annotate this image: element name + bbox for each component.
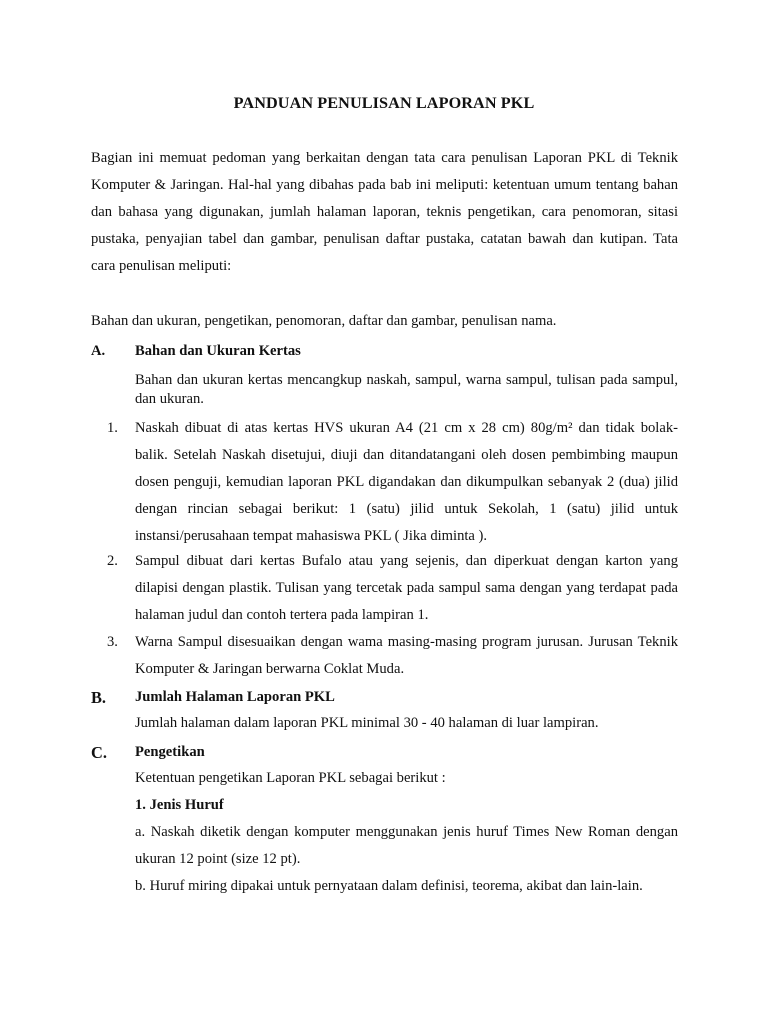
item-2-line-1: Sampul dibuat dari kertas Bufalo atau yang sejenis, dan diperkuat dengan karton yang: [135, 553, 678, 569]
section-b-letter: B.: [91, 688, 107, 707]
item-3-number: 3.: [107, 634, 118, 650]
item-2-line-3: halaman judul dan contoh tertera pada lampiran 1.: [135, 607, 429, 623]
item-1-line-3: dosen penguji, kemudian laporan PKL digandakan dan dikumpulkan sebanyak 2 (dua) jilid: [135, 474, 678, 490]
section-b-desc: Jumlah halaman dalam laporan PKL minimal 30 - 40 halaman di luar lampiran.: [135, 715, 599, 731]
intro-line-5: cara penulisan meliputi:: [91, 258, 232, 274]
item-1-line-4: dengan rincian sebagai berikut: 1 (satu) jilid untuk Sekolah, 1 (satu) jilid untuk: [135, 501, 678, 517]
section-a-desc-line-2: dan ukuran.: [135, 391, 204, 407]
item-1-line-2: balik. Setelah Naskah disetujui, diuji dan ditandatangani oleh dosen pembimbing maupun: [135, 447, 678, 463]
item-3-line-1: Warna Sampul disesuaikan dengan wama masing-masing program jurusan. Jurusan Teknik: [135, 634, 678, 650]
section-c-heading: Pengetikan: [135, 744, 205, 760]
item-2-number: 2.: [107, 553, 118, 569]
section-a-desc-line-1: Bahan dan ukuran kertas mencangkup naskah, sampul, warna sampul, tulisan pada sampul,: [135, 372, 678, 388]
item-1-number: 1.: [107, 420, 118, 436]
section-a-letter: A.: [91, 343, 106, 359]
intro-line-2: Komputer & Jaringan. Hal-hal yang dibahas pada bab ini meliputi: ketentuan umum tentang bahan: [91, 177, 678, 193]
section-c-line-2: ukuran 12 point (size 12 pt).: [135, 851, 301, 867]
item-2-line-2: dilapisi dengan plastik. Tulisan yang tercetak pada sampul sama dengan yang terdapat pada: [135, 580, 678, 596]
section-c-desc: Ketentuan pengetikan Laporan PKL sebagai berikut :: [135, 770, 446, 786]
section-c-subheading: 1. Jenis Huruf: [135, 797, 224, 813]
section-c-line-3: b. Huruf miring dipakai untuk pernyataan dalam definisi, teorema, akibat dan lain-lain.: [135, 878, 643, 894]
item-3-line-2: Komputer & Jaringan berwarna Coklat Muda.: [135, 661, 405, 677]
intro-line-4: pustaka, penyajian tabel dan gambar, penulisan daftar pustaka, catatan bawah dan kutipan. Tata: [91, 231, 678, 247]
section-b-heading: Jumlah Halaman Laporan PKL: [135, 689, 335, 705]
intro-line-3: dan bahasa yang digunakan, jumlah halaman laporan, teknis pengetikan, cara penomoran, sitasi: [91, 204, 678, 220]
item-1-line-1: Naskah dibuat di atas kertas HVS ukuran A4 (21 cm x 28 cm) 80g/m² dan tidak bolak-: [135, 420, 678, 436]
section-c-line-1: a. Naskah diketik dengan komputer menggunakan jenis huruf Times New Roman dengan: [135, 824, 678, 840]
item-1-line-5: instansi/perusahaan tempat mahasiswa PKL ( Jika diminta ).: [135, 528, 488, 544]
document-title: PANDUAN PENULISAN LAPORAN PKL: [233, 94, 535, 112]
intro-line-1: Bagian ini memuat pedoman yang berkaitan dengan tata cara penulisan Laporan PKL di Teknik: [91, 150, 678, 166]
section-a-heading: Bahan dan Ukuran Kertas: [135, 343, 301, 359]
section-c-letter: C.: [91, 743, 107, 762]
intro-summary: Bahan dan ukuran, pengetikan, penomoran, daftar dan gambar, penulisan nama.: [91, 313, 557, 329]
